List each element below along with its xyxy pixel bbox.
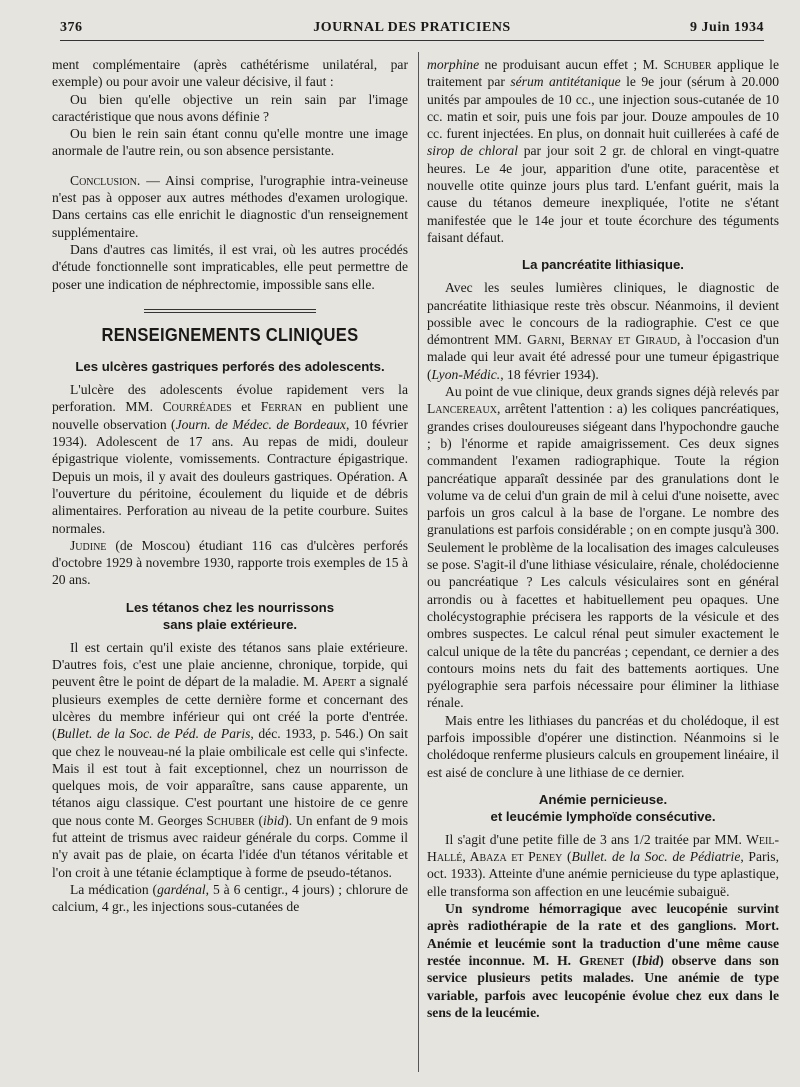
author-names: Garni, Bernay et Giraud: [527, 332, 677, 348]
right-column: [427, 56, 779, 1021]
reference: Bullet. de la Soc. de Pédiatrie: [571, 849, 741, 865]
paragraph: Un syndrome hémorragique avec leucopénie survint après radiothérapie de la rate et des ganglions. Mort. Anémie et leucémie sont la traduction d'une même cause restée inconnue. M. H. Grenet (Ibid) observe dans son service plusieurs petits malades. Une anémie de type variable, parfois avec leucopénie évolue chez eux dans le sens de la leucémie.: [427, 901, 779, 1020]
paragraph: Dans d'autres cas limités, il est vrai, où les autres procédés d'étude fonctionnelle sont impraticables, elle peut permettre de poser une indication de néphrectomie, impossible sans elle.: [52, 241, 408, 292]
section-title: La pancréatite lithiasique.: [522, 257, 684, 273]
issue-date: 9 Juin 1934: [690, 20, 764, 35]
reference: Bullet. de la Soc. de Péd. de Paris: [56, 726, 251, 742]
conclusion-label: Conclusion.: [70, 172, 141, 188]
paragraph: Avec les seules lumières cliniques, le diagnostic de pancréatite lithiasique reste très obscur. Néanmoins, il devient possible avec le concours de la radiographie. C'est ce que démontrent MM. Garni, Bernay et Giraud, à l'occasion d'un malade qui leur avait été adressé pour une tumeur épigastrique (Lyon-Médic., 18 février 1934).: [427, 280, 779, 382]
paragraph: Au point de vue clinique, deux grands signes déjà relevés par Lancereaux, arrêtent l'attention : a) les coliques pancréatiques, grandes crises douloureuses siégeant dans l'hypochondre gauche ; b) l'énorme et rapide amaigrissement. Ces deux signes commandent l'examen radiographique. Toute la région pancréatique apparaît dessinée par des granulations dont le volume va de celui d'un grain de mil à celui d'une noisette, avec parfois un gros calcul à la base de l'organe. Le nombre des granulations est parfois considérable ; on en compte jusqu'à 300. Seulement le problème de la localisation des images calculeuses se pose. S'agit-il d'une lithiase vésiculaire, rénale, cholédocienne ou pancréatique ? Les calculs vésiculaires sont en général arrondis ou à facettes et habituellement peu opaques. Une cholécystographie précisera les rapports de la vésicule et des ombres suspectes. Le calcul rénal peut simuler exactement le calcul unique de la tête du pancréas ; cependant, ce dernier a des contours moins nets du fait des battements aortiques. Une pyélographie sera parfois nécessaire pour éliminer la lithiase rénale.: [427, 384, 779, 711]
reference: Ibid: [636, 952, 660, 968]
journal-title: JOURNAL DES PRATICIENS: [313, 20, 511, 35]
paragraph: La médication (gardénal, 5 à 6 centigr., 4 jours) ; chlorure de calcium, 4 gr., les injections sous-cutanées de: [52, 881, 408, 915]
paragraph: Il s'agit d'une petite fille de 3 ans 1/2 traitée par MM. Weil-Hallé, Abaza et Peney (Bullet. de la Soc. de Pédiatrie, Paris, oct. 1933). Atteinte d'une anémie pernicieuse du type aplastique, elle transforma son affection en une leucémie subaiguë.: [427, 831, 779, 899]
page-number: 376: [60, 20, 83, 35]
drug-name: gardénal: [157, 881, 206, 897]
paragraph: L'ulcère des adolescents évolue rapidement vers la perforation. MM. Courréades et Ferran en publient une nouvelle observation (Journ. de Médec. de Bordeaux, 10 février 1934). Adolescent de 17 ans. Au repas de midi, douleur épigastrique violente, vomissements. Contracture épigastrique. Depuis un mois, il y avait des douleurs gastriques. Opération. A l'ouverture du péritoine, écoulement du liquide et de débris alimentaires. Perforation au niveau de la petite courbure. Suites normales.: [52, 382, 408, 536]
paragraph: Judine (de Moscou) étudiant 116 cas d'ulcères perforés d'octobre 1929 à novembre 1930, rapporte trois exemples de 15 à 20 ans.: [52, 537, 408, 588]
conclusion-paragraph: Conclusion. — Ainsi comprise, l'urographie intra-veineuse n'est pas à opposer aux autres méthodes d'examen urologique. Dans certains cas elle enrichit le diagnostic d'un renseignement supplémentaire.: [52, 172, 408, 240]
section-rule: [144, 309, 316, 313]
author-name: Judine: [70, 537, 107, 553]
page-header: [60, 14, 764, 41]
main-heading: RENSEIGNEMENTS CLINIQUES: [101, 324, 359, 345]
author-name: Lancereaux: [427, 401, 497, 417]
paragraph: Mais entre les lithiases du pancréas et du cholédoque, il est parfois impossible d'opérer une distinction. Néanmoins si le cholédoque renferme plusieurs calculs en groupement linéaire, il est aisé de conclure à une lithiase de ce dernier.: [427, 712, 779, 780]
paragraph: Ou bien qu'elle objective un rein sain par l'image caractéristique que nous avons définie ?: [52, 91, 408, 124]
author-name: Schuber: [206, 812, 255, 828]
author-name: Courréades: [162, 399, 232, 415]
author-name: Apert: [322, 674, 356, 690]
section-title: Les ulcères gastriques perforés des adolescents.: [75, 359, 385, 375]
author-name: Schuber: [663, 57, 712, 72]
column-divider: [418, 52, 419, 1072]
author-name: Grenet: [579, 952, 625, 968]
left-column: [52, 56, 408, 915]
author-name: Ferran: [260, 399, 303, 415]
reference: Lyon-Médic.: [431, 366, 501, 382]
paragraph: Il est certain qu'il existe des tétanos sans plaie extérieure. D'autres fois, c'est une plaie ancienne, chronique, torpide, qui peuvent être le point de départ de la maladie. M. Apert a signalé plusieurs exemples de cette dernière forme et concernant des ulcères du membre inférieur qui ont créé la porte d'entrée. (Bullet. de la Soc. de Péd. de Paris, déc. 1933, p. 546.) On sait que chez le nouveau-né la plaie ombilicale est celle qui s'infecte. Mais il est tout à fait exceptionnel, chez un nourrisson de quelques mois, de voir apparaître, sans cause apparente, un tétanos aigu classique. C'est pourtant une histoire de ce genre que nous conte M. Georges Schuber (ibid). Un enfant de 9 mois fut atteint de trismus avec raideur générale du corps. Comme il n'y avait pas de plaie, on écarta l'idée d'un tétanos véritable et l'on croit à une tétanie éclamptique à forme de pseudo-tétanos.: [52, 639, 409, 880]
author-names: Weil-Hallé, Abaza et Peney: [427, 831, 779, 865]
paragraph: ment complémentaire (après cathétérisme unilatéral, par exemple) ou pour avoir une valeur décisive, il faut :: [52, 57, 408, 90]
section-title: Les tétanos chez les nourrissons sans plaie extérieure.: [125, 599, 335, 632]
reference: Journ. de Médec. de Bordeaux: [175, 416, 346, 432]
paragraph: Ou bien le rein sain étant connu qu'elle montre une image anormale de l'autre rein, ou son absence persistante.: [52, 126, 408, 159]
reference: ibid: [263, 812, 285, 828]
section-title: Anémie pernicieuse. et leucémie lymphoïde consécutive.: [490, 791, 716, 824]
paragraph: morphine ne produisant aucun effet ; M. Schuber applique le traitement par sérum antitétanique le 9e jour (sérum à 20.000 unités par ampoules de 10 cc., une injection sous-cutanée de 10 cc. matin et soir, puis une fois par jour. Douze ampoules de 10 cc. furent injectées. En plus, on donnait huit cuillerées à café de sirop de chloral par jour soit 2 gr. de chloral en vingt-quatre heures. Le 4e jour, apparition d'une otite, paracentèse et nouvelle otite quinze jours plus tard. L'enfant guérit, mais la cause du tétanos demeure inexpliquée, l'otite ne s'étant manifestée que le 14e jour et toute écorchure des téguments faisant défaut.: [427, 57, 780, 245]
